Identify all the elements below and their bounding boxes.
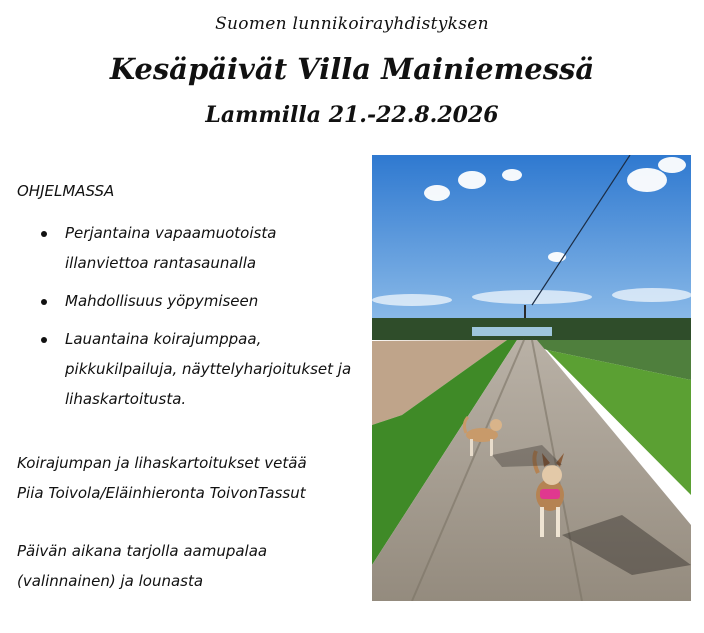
program-list (17, 218, 362, 414)
program-heading: OHJELMASSA (17, 182, 115, 200)
photo-illustration (372, 155, 691, 601)
dogs-on-road-photo (372, 155, 691, 601)
program-item-friday: Perjantaina vapaamuotoista illanviettoa rantasaunalla (65, 218, 362, 278)
program-content (17, 176, 362, 590)
food-line: (valinnainen) ja lounasta (17, 572, 204, 590)
lake (472, 327, 552, 336)
program-item-saturday: Lauantaina koirajumppaa, pikkukilpailuja, näyttelyharjoitukset ja lihaskartoitusta. (65, 324, 362, 414)
food-info (17, 536, 362, 596)
instructor-line: Koirajumpan ja lihaskartoitukset vetää (17, 454, 307, 472)
food-line: Päivän aikana tarjolla aamupalaa (17, 542, 268, 560)
instructor-info (17, 448, 362, 508)
program-item-overnight: Mahdollisuus yöpymiseen (65, 286, 362, 316)
event-title: Kesäpäivät Villa Mainiemessä (109, 52, 595, 86)
organization-name: Suomen lunnikoirayhdistyksen (215, 14, 489, 34)
event-dates: Lammilla 21.-22.8.2026 (205, 102, 499, 128)
instructor-line: Piia Toivola/Eläinhieronta ToivonTassut (17, 484, 306, 502)
